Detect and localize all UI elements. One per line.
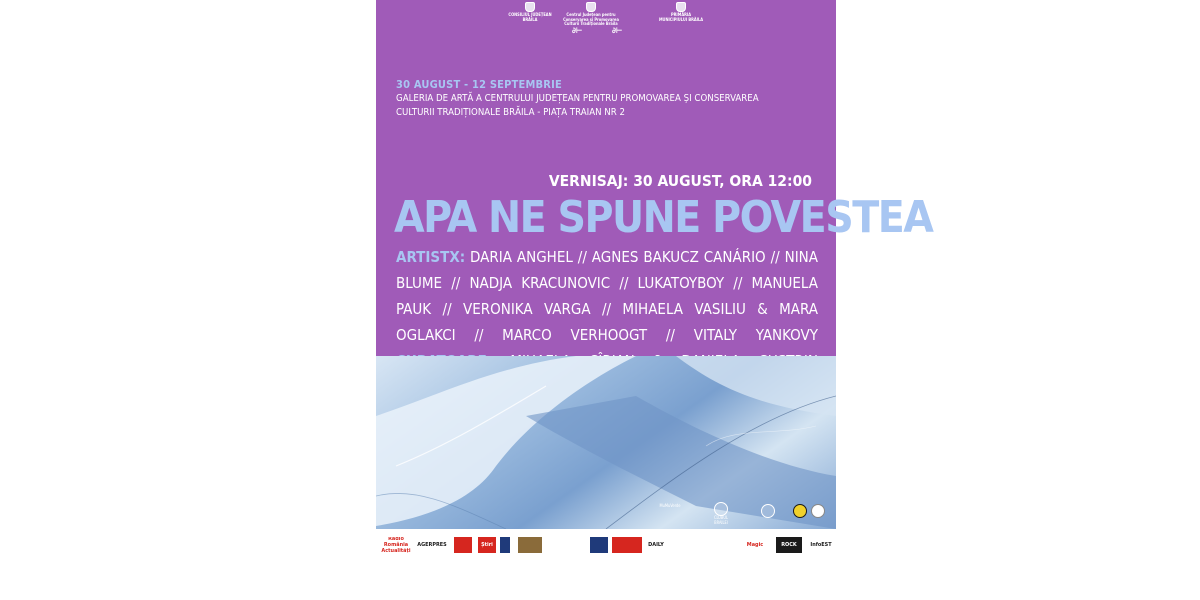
mumuverde-label: MuMuVerde xyxy=(659,503,681,508)
county-council-label: CONSILIUL JUDEȚEAN BRĂILA xyxy=(508,12,552,22)
crest-icon xyxy=(525,2,535,12)
partner-round-logo xyxy=(759,504,777,518)
white-emblem-icon xyxy=(811,504,825,518)
partner-agerpres: AGERPRES xyxy=(417,542,447,548)
partner-text-mark xyxy=(566,537,586,553)
center-mark-logo-2: ∂⊢ xyxy=(612,26,623,35)
partner-magic: Magic xyxy=(746,542,764,548)
event-poster xyxy=(376,0,933,560)
partner-red-circle xyxy=(716,537,732,553)
club-emblem-icon xyxy=(714,502,728,516)
mumuverde-logo xyxy=(648,504,692,509)
media-partners-strip xyxy=(376,534,836,556)
city-hall-label: PRIMĂRIA MUNICIPIULUI BRĂILA xyxy=(658,12,704,22)
partner-navy-mark xyxy=(500,537,510,553)
partner-red-box-1 xyxy=(454,537,472,553)
exhibition-title: APA NE SPUNE POVESTEA xyxy=(394,192,933,243)
round-emblem-icon xyxy=(761,504,775,518)
cultural-center-logo xyxy=(562,2,620,27)
lidl-emblem-icon xyxy=(793,504,807,518)
partner-red-small xyxy=(694,537,712,553)
partner-white-logo xyxy=(810,504,826,518)
city-hall-logo xyxy=(657,2,705,22)
partner-red-text xyxy=(670,537,690,553)
club-logo xyxy=(710,502,732,525)
artists-label: ARTISTX: xyxy=(396,248,466,266)
vernisaj-info: VERNISAJ: 30 AUGUST, ORA 12:00 xyxy=(548,172,812,190)
partner-gray-mark xyxy=(546,537,562,553)
exhibition-dates: 30 AUGUST - 12 SEPTEMBRIE xyxy=(396,78,562,91)
partner-infoest: InfoEST xyxy=(810,542,832,548)
artists-and-curators xyxy=(396,244,818,374)
partner-tan-mark xyxy=(518,537,542,553)
county-council-logo xyxy=(506,2,554,22)
artists-list: DARIA ANGHEL // AGNES BAKUCZ CANÁRIO // NINA BLUME // NADJA KRACUNOVIC // LUKATOYBOY // MANUELA PAUK // VERONIKA VARGA // MIHAELA VASILIU & MARA OGLAKCI // MARCO VERHOOGT // VITALY YANKOVY xyxy=(396,248,818,344)
cultural-center-label: Centrul Județean pentru Conservarea și Promovarea Culturii Tradiționale Brăila xyxy=(563,12,619,26)
crest-icon xyxy=(676,2,686,12)
venue-info xyxy=(396,92,776,120)
crest-icon xyxy=(586,2,596,12)
venue-line-1: GALERIA DE ARTĂ A CENTRULUI JUDEȚEAN PENTRU PROMOVAREA ȘI CONSERVAREA xyxy=(396,93,759,104)
partner-stiri: Știri xyxy=(478,537,496,553)
partner-radio-romania: Radio România Actualități xyxy=(381,537,411,553)
partner-daily: DAILY xyxy=(648,542,664,548)
poster-header-panel xyxy=(376,0,933,356)
partner-blue-mark xyxy=(590,537,608,553)
lidl-logo xyxy=(792,504,808,518)
venue-line-2: CULTURII TRADIȚIONALE BRĂILA - PIAȚA TRAIAN NR 2 xyxy=(396,107,625,118)
partner-red-wide xyxy=(612,537,642,553)
center-mark-logo-1: ∂⊢ xyxy=(572,26,583,35)
aerial-water-photo xyxy=(376,356,836,529)
partner-rock: ROCK xyxy=(776,537,802,553)
organizer-logos xyxy=(376,0,836,40)
club-label: CLUBUL BRAILEI xyxy=(713,515,729,525)
